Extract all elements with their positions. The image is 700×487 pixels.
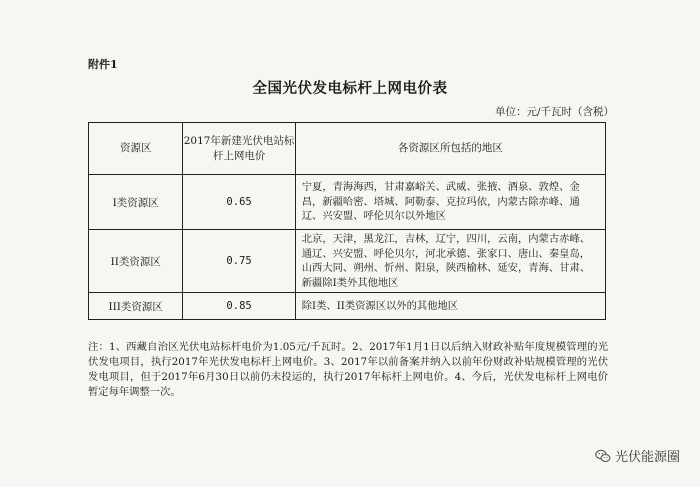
- zone-cell: III类资源区: [89, 293, 183, 320]
- regions-cell: 除I类、II类资源区以外的其他地区: [295, 293, 605, 320]
- header-regions: 各资源区所包括的地区: [295, 123, 605, 175]
- regions-cell: 宁夏，青海海西，甘肃嘉峪关、武威、张掖、酒泉、敦煌、金昌，新疆哈密、塔城、阿勒泰、克拉玛依，内蒙古除赤峰、通辽、兴安盟、呼伦贝尔以外地区: [295, 175, 605, 230]
- header-zone: 资源区: [89, 123, 183, 175]
- page-title: 全国光伏发电标杆上网电价表: [252, 80, 448, 97]
- attachment-label: 附件1: [88, 58, 118, 71]
- price-cell: 0.75: [183, 230, 295, 293]
- table-header-row: [89, 123, 606, 175]
- watermark: [595, 446, 680, 465]
- unit-label: 单位：元/千瓦时（含税）: [494, 106, 614, 118]
- table-row: [89, 293, 606, 320]
- zone-cell: I类资源区: [89, 175, 183, 230]
- table-row: [89, 230, 606, 293]
- footnote: 注：1、西藏自治区光伏电站标杆电价为1.05元/千瓦时。2、2017年1月1日以后纳入财政补贴年度规模管理的光伏发电项目，执行2017年光伏发电标杆上网电价。3、2017年以前备案并纳入以前年份财政补贴规模管理的光伏发电项目，但于2017年6月30日以前仍未投运的，执行2017年标杆上网电价。4、今后，光伏发电标杆上网电价暂定每年调整一次。: [88, 341, 608, 398]
- price-table: [88, 122, 606, 320]
- watermark-text: 光伏能源圈: [614, 450, 680, 465]
- table-row: [89, 175, 606, 230]
- zone-cell: II类资源区: [89, 230, 183, 293]
- price-cell: 0.65: [183, 175, 295, 230]
- price-cell: 0.85: [183, 293, 295, 320]
- wechat-icon: [595, 448, 611, 464]
- regions-cell: 北京，天津，黑龙江，吉林，辽宁，四川，云南，内蒙古赤峰、通辽、兴安盟、呼伦贝尔，河北承德、张家口、唐山、秦皇岛，山西大同、朔州、忻州、阳泉，陕西榆林、延安，青海、甘肃、新疆除I类外其他地区: [295, 230, 605, 293]
- header-price: 2017年新建光伏电站标杆上网电价: [183, 123, 295, 175]
